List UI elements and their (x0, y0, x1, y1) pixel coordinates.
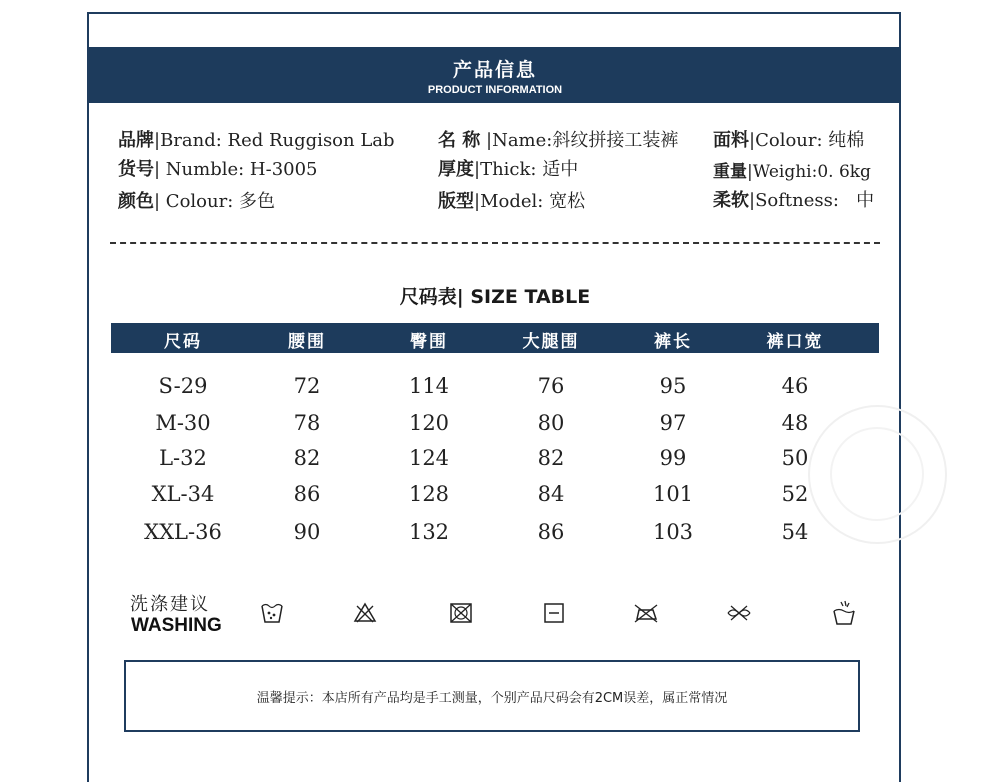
header-cell-waist: 腰围 (288, 332, 326, 352)
table-cell: 124 (408, 446, 450, 470)
info-key: 厚度 (438, 159, 474, 180)
table-cell: 114 (408, 374, 450, 398)
info-sep: | (480, 130, 493, 151)
table-cell: 82 (293, 446, 321, 470)
dry-flat-icon (541, 600, 567, 626)
table-cell: 128 (408, 482, 450, 506)
header-cell-length: 裤长 (654, 332, 692, 352)
table-cell: 78 (293, 411, 321, 435)
table-cell: 72 (293, 374, 321, 398)
table-cell: 101 (652, 482, 694, 506)
hand-wash-icon (259, 600, 285, 626)
info-key: 颜色 (118, 191, 154, 212)
info-key: 重量 (713, 162, 747, 182)
table-cell: 80 (537, 411, 565, 435)
info-sep: | (474, 159, 481, 180)
info-value: Colour: 多色 (165, 191, 275, 212)
info-sep: | (749, 190, 756, 211)
info-value: Weighi:0. 6kg (752, 162, 871, 182)
info-sep: | (154, 191, 166, 212)
info-thickness (438, 155, 578, 181)
info-key: 面料 (713, 130, 749, 151)
table-cell: 120 (408, 411, 450, 435)
info-value: Colour: 纯棉 (755, 130, 865, 151)
header-cell-thigh: 大腿围 (522, 332, 580, 352)
info-color (118, 187, 275, 213)
table-cell: 82 (537, 446, 565, 470)
info-model (438, 187, 585, 213)
table-cell: L-32 (159, 446, 207, 470)
table-cell: XXL-36 (144, 520, 222, 544)
table-cell: S-29 (158, 374, 208, 398)
table-cell: 90 (293, 520, 321, 544)
product-info-header (89, 47, 901, 103)
info-value: Model: 宽松 (480, 191, 586, 212)
info-sep: | (154, 130, 161, 151)
notice-text: 温馨提示：本店所有产品均是手工测量，个别产品尺码会有2CM误差，属正常情况 (256, 690, 728, 706)
header-title-cn: 产品信息 (452, 59, 537, 81)
watermark-seal-inner (830, 427, 924, 521)
no-tumble-dry-icon (448, 600, 474, 626)
size-table-title: 尺码表| SIZE TABLE (399, 286, 591, 308)
info-number (118, 155, 318, 181)
table-cell: 95 (659, 374, 687, 398)
info-sep: | (747, 162, 753, 182)
table-cell: 50 (781, 446, 809, 470)
info-value: Thick: 适中 (480, 159, 579, 180)
dashed-divider (110, 242, 880, 244)
table-cell: 46 (781, 374, 809, 398)
table-cell: 103 (652, 520, 694, 544)
size-table-header (111, 323, 879, 353)
table-cell: 52 (781, 482, 809, 506)
info-brand (118, 126, 395, 152)
info-value: Brand: Red Ruggison Lab (160, 130, 395, 151)
info-value: Name:斜纹拼接工装裤 (492, 130, 679, 151)
info-sep: | (474, 191, 481, 212)
info-key: 柔软 (713, 190, 749, 211)
info-fabric (713, 126, 864, 152)
info-name (438, 126, 678, 152)
table-cell: 84 (537, 482, 565, 506)
info-value: Numble: H-3005 (165, 159, 318, 180)
header-cell-hip: 臀围 (410, 332, 448, 352)
no-dry-clean-icon (726, 600, 752, 626)
wash-basin-icon (831, 600, 857, 626)
notice-box (124, 660, 860, 732)
header-cell-size: 尺码 (164, 332, 202, 352)
table-cell: 54 (781, 520, 809, 544)
no-iron-icon (633, 600, 659, 626)
info-softness (713, 186, 874, 212)
info-sep: | (154, 159, 166, 180)
info-sep: | (749, 130, 756, 151)
info-key: 版型 (438, 191, 474, 212)
no-bleach-icon (352, 600, 378, 626)
info-value: Softness: 中 (755, 190, 875, 211)
info-key: 名 称 (438, 130, 481, 151)
info-weight (713, 157, 871, 182)
table-cell: 86 (537, 520, 565, 544)
header-cell-hem: 裤口宽 (766, 332, 824, 352)
table-cell: XL-34 (151, 482, 215, 506)
header-title-en: PRODUCT INFORMATION (427, 84, 563, 96)
table-cell: 76 (537, 374, 565, 398)
table-cell: 48 (781, 411, 809, 435)
washing-label-cn: 洗涤建议 (130, 594, 210, 615)
table-cell: 99 (659, 446, 687, 470)
table-cell: 132 (408, 520, 450, 544)
info-key: 货号 (118, 159, 154, 180)
table-cell: M-30 (155, 411, 211, 435)
washing-label-en: WASHING (131, 615, 222, 636)
table-cell: 86 (293, 482, 321, 506)
info-key: 品牌 (118, 130, 154, 151)
table-cell: 97 (659, 411, 687, 435)
